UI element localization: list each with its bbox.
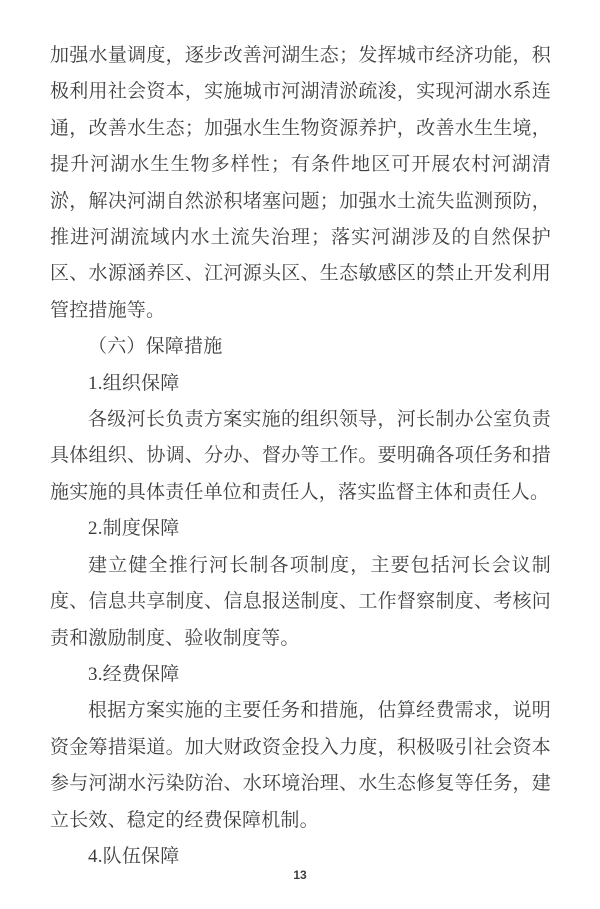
section-heading: （六）保障措施 bbox=[88, 336, 223, 358]
page-number: 13 bbox=[293, 868, 307, 882]
subsection-heading-1: 1.组织保障 bbox=[88, 372, 180, 394]
paragraph: 建立健全推行河长制各项制度，主要包括河长会议制度、信息共享制度、信息报送制度、工作督察制度、考核问责和激励制度、验收制度等。 bbox=[50, 554, 551, 649]
subsection-heading-3: 3.经费保障 bbox=[88, 663, 180, 685]
paragraph: 根据方案实施的主要任务和措施，估算经费需求，说明资金筹措渠道。加大财政资金投入力度，积极吸引社会资本参与河湖水污染防治、水环境治理、水生态修复等任务，建立长效、稳定的经费保障机制。 bbox=[50, 700, 551, 831]
subsection-heading-4: 4.队伍保障 bbox=[88, 845, 180, 867]
subsection-heading-2: 2.制度保障 bbox=[88, 518, 180, 540]
document-body bbox=[50, 38, 551, 875]
paragraph-continuation: 加强水量调度，逐步改善河湖生态；发挥城市经济功能，积极利用社会资本，实施城市河湖清淤疏浚，实现河湖水系连通，改善水生态；加强水生生物资源养护，改善水生生境，提升河湖水生生物多样性；有条件地区可开展农村河湖清淤，解决河湖自然淤积堵塞问题；加强水土流失监测预防，推进河湖流域内水土流失治理；落实河湖涉及的自然保护区、水源涵养区、江河源头区、生态敏感区的禁止开发利用管控措施等。 bbox=[50, 45, 551, 321]
paragraph: 各级河长负责方案实施的组织领导，河长制办公室负责具体组织、协调、分办、督办等工作。要明确各项任务和措施实施的具体责任单位和责任人，落实监督主体和责任人。 bbox=[50, 409, 551, 503]
